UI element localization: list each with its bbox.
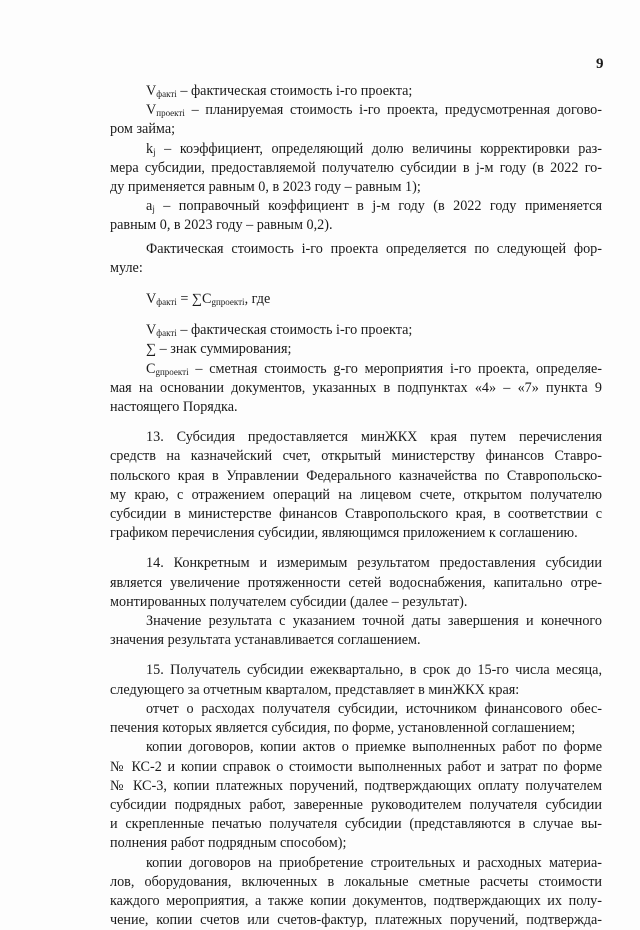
definition-v-project: $V_{проекті}$ – планируемая стоимость i-го проекта, предусмотренная догово- ром займа; xyxy=(110,102,602,138)
definition-c: $C_{gпроекті}$ – сметная стоимость g-го мероприятия i-го проекта, определяе- мая на основании документов, указанных в подпунктах «4» – «7» пункта 9 настоящего Порядка. xyxy=(110,360,602,416)
formula: $V_{факті} = \sum C_{gпроекті}$, где xyxy=(146,291,271,308)
definition-k: $k_j$ – коэффициент, определяющий долю величины корректировки раз- мера субсидии, предоставляемой получателю субсидии в j-м году (в 2022 го- ду применяется равным 0, в 2023 году – равным 1); xyxy=(110,140,602,196)
definition-a: $a_j$ – поправочный коэффициент в j-м году (в 2022 году применяется равным 0, в 2023 году – равным 0,2). xyxy=(110,198,602,234)
definition-v-fact-2: $V_{факті}$ – фактическая стоимость i-го проекта; xyxy=(146,322,413,339)
paragraph-15-report: отчет о расходах получателя субсидии, источником финансового обес- печения которых является субсидия, по форме, установленной соглашением; xyxy=(110,700,602,737)
paragraph-15: 15. Получатель субсидии ежеквартально, в срок до 15-го числа месяца, следующего за отчетным кварталом, представляет в минЖКХ края: xyxy=(110,662,602,698)
paragraph-15-contracts: копии договоров, копии актов о приемке выполненных работ по форме № КС-2 и копии справок о стоимости выполненных работ и затрат по форме № КС-3, копии платежных поручений, подтверждающих оплату получателем субсидии подрядных работ, заверенные руководителем получателя субсидии и скрепленные печатью получателя субсидии (представляются в случае вы- полнения работ подрядным способом); xyxy=(110,739,602,852)
paragraph-14-result-value: Значение результата с указанием точной даты завершения и конечного значения результата устанавливается соглашением. xyxy=(110,613,602,649)
paragraph-14: 14. Конкретным и измеримым результатом предоставления субсидии является увеличение протяженности сетей водоснабжения, капитально отре- монтированных получателем субсидии (далее – результат). xyxy=(110,555,602,610)
definition-v-fact: $V_{факті}$ – фактическая стоимость i-го проекта; xyxy=(146,83,413,99)
document-body xyxy=(110,82,602,930)
definition-sum: ∑ – знак суммирования; xyxy=(146,341,292,358)
paragraph-15-materials: копии договоров на приобретение строительных и расходных материа- лов, оборудования, включенных в локальные сметные расчеты стоимости каждого мероприятия, а также копии документов, подтверждающих их полу- чение, копии счетов или счетов-фактур, платежных поручений, подтвержда- xyxy=(110,854,602,929)
paragraph-13: 13. Субсидия предоставляется минЖКХ края путем перечисления средств на казначейский счет, открытый министерству финансов Ставро- польского края в Управлении Федерального казначейства по Ставропольско- му краю, с отражением операций на лицевом счете, открытом получателю субсидии в министерстве финансов Ставропольского края, в соответствии с графиком перечисления субсидии, являющимся приложением к соглашению. xyxy=(110,429,602,542)
formula-intro: Фактическая стоимость i-го проекта определяется по следующей фор- муле: xyxy=(110,240,602,276)
page-number: 9 xyxy=(596,56,604,72)
